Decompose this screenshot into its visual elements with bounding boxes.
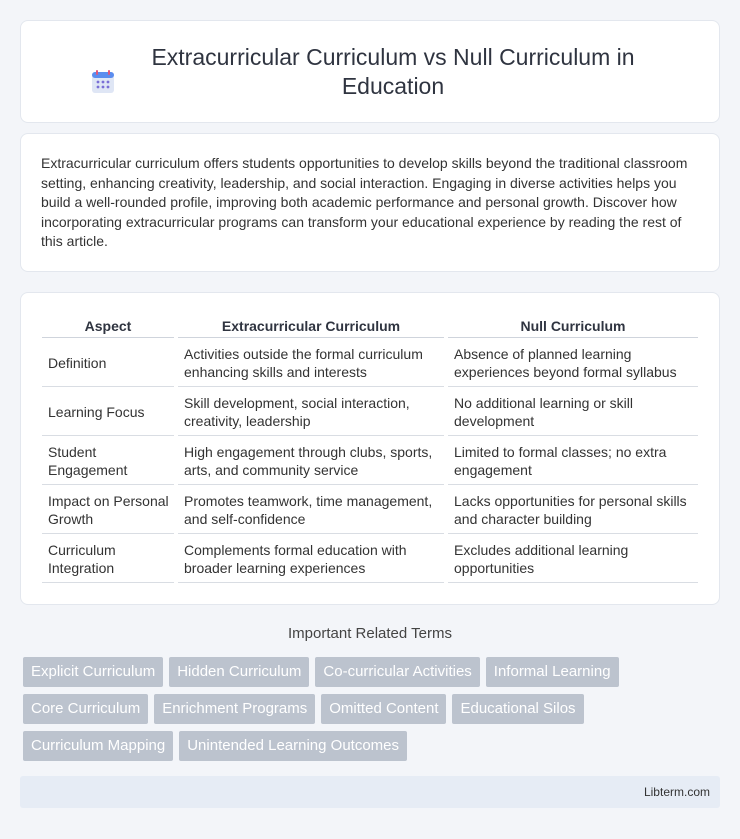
table-header-extracurricular: Extracurricular Curriculum (178, 315, 444, 338)
related-term-tag[interactable]: Omitted Content (321, 694, 446, 724)
related-term-tag[interactable]: Explicit Curriculum (23, 657, 163, 687)
related-terms-title: Important Related Terms (288, 625, 452, 642)
related-term-tag[interactable]: Unintended Learning Outcomes (179, 731, 407, 761)
table-row (42, 436, 698, 485)
table-cell: Excludes additional learning opportunities (448, 534, 698, 583)
table-cell: Lacks opportunities for personal skills and character building (448, 485, 698, 534)
related-terms-list (23, 657, 723, 768)
table-cell: High engagement through clubs, sports, arts, and community service (178, 436, 444, 485)
table-row (42, 387, 698, 436)
table-cell: Promotes teamwork, time management, and self-confidence (178, 485, 444, 534)
related-term-tag[interactable]: Co-curricular Activities (315, 657, 479, 687)
table-cell: Impact on Personal Growth (42, 485, 174, 534)
intro-text: Extracurricular curriculum offers students opportunities to develop skills beyond the traditional classroom setting, enhancing creativity, leadership, and social interaction. Engaging in diverse activities helps you build a well-rounded profile, improving both academic performance and personal growth. Discover how incorporating extracurricular programs can transform your educational experience by reading the rest of this article. (41, 155, 688, 250)
table-header-null: Null Curriculum (448, 315, 698, 338)
table-cell: Limited to formal classes; no extra engagement (448, 436, 698, 485)
table-cell: Complements formal education with broader learning experiences (178, 534, 444, 583)
related-term-tag[interactable]: Informal Learning (486, 657, 619, 687)
related-term-tag[interactable]: Enrichment Programs (154, 694, 315, 724)
table-row (42, 534, 698, 583)
page-title: Extracurricular Curriculum vs Null Curriculum in Education (151, 43, 635, 99)
table-cell: Definition (42, 338, 174, 387)
title-wrap (90, 43, 650, 101)
intro-card (20, 133, 720, 272)
table-cell: Student Engagement (42, 436, 174, 485)
table-header-aspect: Aspect (42, 315, 174, 338)
comparison-table (38, 315, 702, 583)
comparison-table-card (20, 292, 720, 605)
related-term-tag[interactable]: Educational Silos (452, 694, 583, 724)
footer-site-link[interactable]: Libterm.com (643, 785, 710, 799)
table-cell: Curriculum Integration (42, 534, 174, 583)
table-cell: Absence of planned learning experiences beyond formal syllabus (448, 338, 698, 387)
table-row (42, 485, 698, 534)
related-term-tag[interactable]: Core Curriculum (23, 694, 148, 724)
table-cell: Skill development, social interaction, creativity, leadership (178, 387, 444, 436)
table-row (42, 338, 698, 387)
related-term-tag[interactable]: Hidden Curriculum (169, 657, 309, 687)
footer (20, 776, 720, 808)
table-header-row (42, 315, 698, 338)
related-term-tag[interactable]: Curriculum Mapping (23, 731, 173, 761)
calendar-icon (90, 69, 116, 95)
table-cell: Activities outside the formal curriculum enhancing skills and interests (178, 338, 444, 387)
table-cell: No additional learning or skill development (448, 387, 698, 436)
table-cell: Learning Focus (42, 387, 174, 436)
title-card (20, 20, 720, 123)
